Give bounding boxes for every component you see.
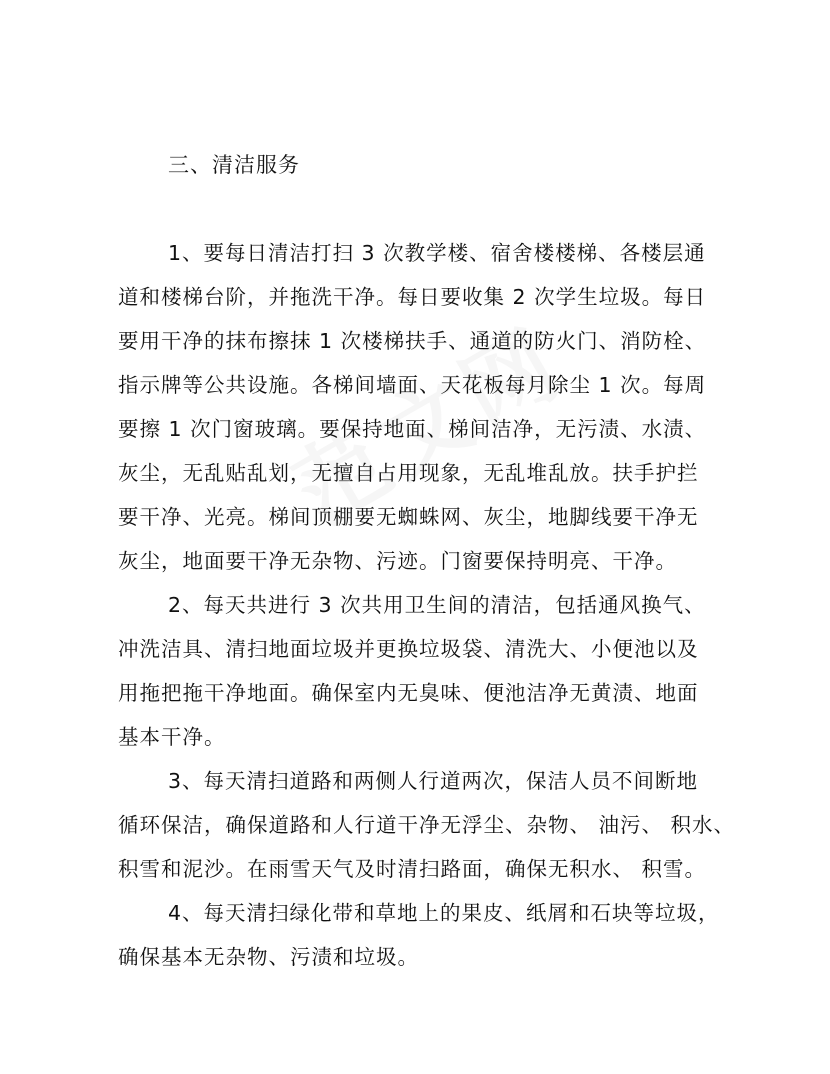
paragraph-1-line-7: 要干净、光亮。梯间顶棚要无蜘蛛网、灰尘，地脚线要干净无: [118, 505, 699, 529]
paragraph-1-line-2: 道和楼梯台阶，并拖洗干净。每日要收集 2 次学生垃圾。每日: [118, 285, 707, 309]
section-heading: 三、清洁服务: [168, 153, 300, 177]
paragraph-1-line-6: 灰尘，无乱贴乱划，无擅自占用现象，无乱堆乱放。扶手护拦: [118, 461, 699, 485]
paragraph-2-line-1: 2、每天共进行 3 次共用卫生间的清洁，包括通风换气、: [168, 593, 706, 617]
paragraph-2-line-3: 用拖把拖干净地面。确保室内无臭味、便池洁净无黄渍、地面: [118, 681, 699, 705]
paragraph-1-line-8: 灰尘，地面要干净无杂物、污迹。门窗要保持明亮、干净。: [118, 549, 677, 573]
paragraph-1-line-4: 指示牌等公共设施。各梯间墙面、天花板每月除尘 1 次。每周: [118, 373, 707, 397]
paragraph-1-line-1: 1、要每日清洁打扫 3 次教学楼、宿舍楼楼梯、各楼层通: [168, 241, 706, 265]
paragraph-1-line-3: 要用干净的抹布擦抹 1 次楼梯扶手、通道的防火门、消防栓、: [118, 329, 707, 353]
paragraph-2-line-4: 基本干净。: [118, 725, 226, 749]
paragraph-1-line-5: 要擦 1 次门窗玻璃。要保持地面、梯间洁净，无污渍、水渍、: [118, 417, 707, 441]
paragraph-3-line-2: 循环保洁，确保道路和人行道干净无浮尘、杂物、 油污、 积水、: [118, 813, 736, 837]
paragraph-2-line-2: 冲洗洁具、清扫地面垃圾并更换垃圾袋、清洗大、小便池以及: [118, 637, 699, 661]
paragraph-4-line-2: 确保基本无杂物、污渍和垃圾。: [118, 945, 419, 969]
paragraph-3-line-1: 3、每天清扫道路和两侧人行道两次，保洁人员不间断地: [168, 769, 699, 793]
paragraph-4-line-1: 4、每天清扫绿化带和草地上的果皮、纸屑和石块等垃圾，: [168, 901, 720, 925]
paragraph-3-line-3: 积雪和泥沙。在雨雪天气及时清扫路面，确保无积水、 积雪。: [118, 857, 707, 881]
